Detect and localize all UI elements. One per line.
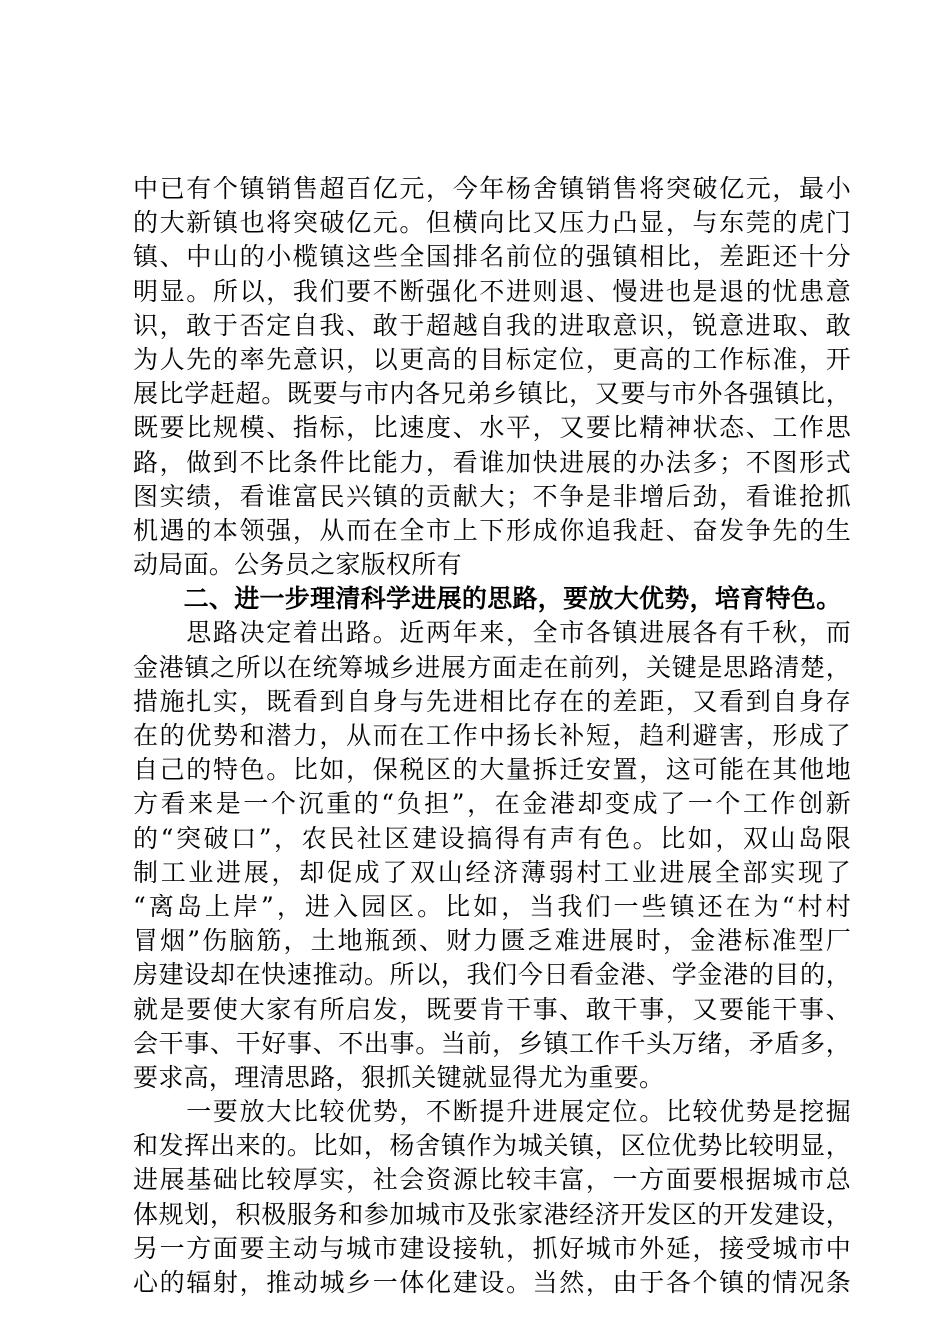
text-line: 一要放大比较优势，不断提升进展定位。比较优势是挖掘 <box>133 1097 851 1127</box>
text-line: 体规划，积极服务和参加城市及张家港经济开发区的开发建设， <box>133 1199 851 1229</box>
text-line: 思路决定着出路。近两年来，全市各镇进展各有千秋，而 <box>133 618 851 648</box>
text-line: 机遇的本领强，从而在全市上下形成你追我赶、奋发争先的生 <box>133 515 851 545</box>
text-line: 心的辐射，推动城乡一体化建设。当然，由于各个镇的情况条 <box>133 1268 851 1297</box>
text-line: 展比学赶超。既要与市内各兄弟乡镇比，又要与市外各强镇比， <box>133 379 851 409</box>
text-line: 制工业进展，却促成了双山经济薄弱村工业进展全部实现了 <box>133 857 851 887</box>
text-line: 和发挥出来的。比如，杨舍镇作为城关镇，区位优势比较明显， <box>133 1131 851 1161</box>
text-line: 会干事、干好事、不出事。当前，乡镇工作千头万绪，矛盾多， <box>133 1028 851 1058</box>
text-line: 方看来是一个沉重的“负担”，在金港却变成了一个工作创新 <box>133 789 851 819</box>
text-line: 的“突破口”，农民社区建设搞得有声有色。比如，双山岛限 <box>133 823 851 853</box>
text-line: 金港镇之所以在统筹城乡进展方面走在前列，关键是思路清楚， <box>133 652 851 682</box>
text-line: 的大新镇也将突破亿元。但横向比又压力凸显，与东莞的虎门 <box>133 208 851 238</box>
text-line: 进展基础比较厚实，社会资源比较丰富，一方面要根据城市总 <box>133 1165 851 1195</box>
text-line: 明显。所以，我们要不断强化不进则退、慢进也是退的忧患意 <box>133 276 851 306</box>
text-line: 中已有个镇销售超百亿元，今年杨舍镇销售将突破亿元，最小 <box>133 174 851 203</box>
document-body <box>133 172 851 1300</box>
text-line: 镇、中山的小榄镇这些全国排名前位的强镇相比，差距还十分 <box>133 242 851 272</box>
text-line: 识，敢于否定自我、敢于超越自我的进取意识，锐意进取、敢 <box>133 310 851 340</box>
section-heading: 二、进一步理清科学进展的思路，要放大优势，培育特色。 <box>133 584 842 614</box>
text-line: 房建设却在快速推动。所以，我们今日看金港、学金港的目的， <box>133 960 851 990</box>
text-line: 路，做到不比条件比能力，看谁加快进展的办法多；不图形式 <box>133 447 851 477</box>
text-line: 要求高，理清思路，狠抓关键就显得尤为重要。 <box>133 1062 665 1092</box>
text-line: 就是要使大家有所启发，既要肯干事、敢干事，又要能干事、 <box>133 994 851 1024</box>
text-line: 为人先的率先意识，以更高的目标定位，更高的工作标准，开 <box>133 344 851 374</box>
text-line: 另一方面要主动与城市建设接轨，抓好城市外延，接受城市中 <box>133 1233 851 1263</box>
text-line: 措施扎实，既看到自身与先进相比存在的差距，又看到自身存 <box>133 686 851 716</box>
text-line: 既要比规模、指标，比速度、水平，又要比精神状态、工作思 <box>133 413 851 443</box>
text-line: 图实绩，看谁富民兴镇的贡献大；不争是非增后劲，看谁抢抓 <box>133 481 851 511</box>
text-line: 动局面。公务员之家版权所有 <box>133 550 462 580</box>
text-line: 冒烟”伤脑筋，土地瓶颈、财力匮乏难进展时，金港标准型厂 <box>133 926 851 956</box>
text-line: “离岛上岸”，进入园区。比如，当我们一些镇还在为“村村 <box>133 891 851 921</box>
text-line: 在的优势和潜力，从而在工作中扬长补短，趋利避害，形成了 <box>133 721 851 750</box>
text-line: 自己的特色。比如，保税区的大量拆迁安置，这可能在其他地 <box>133 755 851 785</box>
